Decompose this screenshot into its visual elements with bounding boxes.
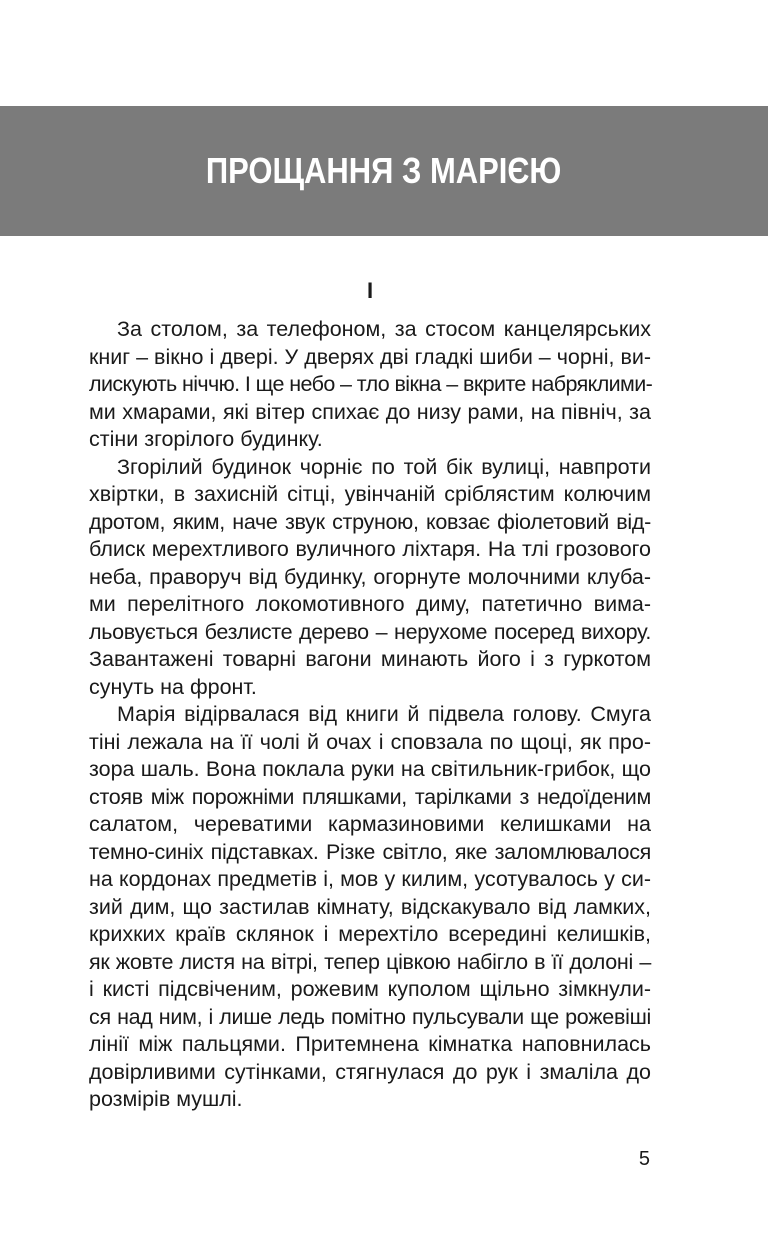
text-line: блиск мерехтливого вуличного ліхтаря. На тлі грозового [89, 537, 651, 561]
text-line: як жовте листя на вітрі, тепер цівкою набігло в її долоні – [89, 949, 651, 974]
paragraph-1 [89, 316, 651, 454]
text-line: ми перелітного локомотивного диму, патетично вима- [89, 592, 651, 616]
text-line: Згорілий будинок чорніє по той бік вулиці, навпроти [117, 454, 651, 479]
text-line: зий дим, що застилав кімнату, відскакувало від ламких, [89, 894, 651, 919]
text-line: темно-синіх підставках. Різке світло, яке заломлювалося [89, 839, 651, 864]
text-line: салатом, череватими кармазиновими келишками на [89, 812, 651, 836]
text-line: сунуть на фронт. [89, 674, 257, 699]
text-line: Завантажені товарні вагони минають його і з гуркотом [89, 647, 651, 671]
text-line: ми хмарами, які вітер спихає до низу рами, на північ, за [89, 399, 651, 424]
text-line: Марія відірвалася від книги й підвела голову. Смуга [117, 702, 651, 726]
text-line: стіни згорілого будинку. [89, 427, 323, 451]
text-line: хвіртки, в захисній сітці, увінчаній сріблястим колючим [89, 482, 651, 506]
section-number: І [366, 278, 374, 303]
text-line: лискують ніччю. І ще небо – тло вікна – вкрите набряклими- [89, 372, 653, 396]
text-line: розмірів мушлі. [89, 1087, 243, 1111]
text-line: стояв між порожніми пляшками, тарілками з недоїденим [89, 784, 651, 809]
text-line: книг – вікно і двері. У дверях дві гладкі шиби – чорні, ви- [89, 344, 652, 369]
text-line: неба, праворуч від будинку, огорнуте молочними клуба- [89, 564, 651, 589]
text-line: крихких країв склянок і мерехтіло всередині келишків, [89, 922, 651, 946]
body-text [89, 316, 651, 1114]
text-line: і кисті підсвіченим, рожевим куполом щільно зімкнули- [89, 977, 651, 1001]
paragraph-3 [89, 701, 651, 1114]
page-number: 5 [638, 1148, 650, 1170]
chapter-header-band [0, 106, 768, 236]
text-line: на кордонах предметів і, мов у килим, усотувалось у си- [89, 867, 651, 891]
text-line: лінії між пальцями. Притемнена кімнатка наповнилась [89, 1032, 651, 1056]
text-line: дротом, яким, наче звук струною, ковзає фіолетовий від- [89, 509, 651, 534]
chapter-title: ПРОЩАННЯ З МАРІЄЮ [206, 150, 562, 191]
text-line: ся над ним, і лише ледь помітно пульсували ще рожевіші [89, 1004, 651, 1029]
text-line: За столом, за телефоном, за стосом канцелярських [117, 317, 651, 341]
text-line: довірливими сутінками, стягнулася до рук і змаліла до [89, 1059, 651, 1084]
text-line: льовується безлисте дерево – нерухоме посеред вихору. [89, 619, 651, 644]
text-line: тіні лежала на її чолі й очах і сповзала по щоці, як про- [89, 729, 651, 754]
paragraph-2 [89, 454, 651, 702]
text-line: зора шаль. Вона поклала руки на світильник-грибок, що [89, 757, 651, 781]
